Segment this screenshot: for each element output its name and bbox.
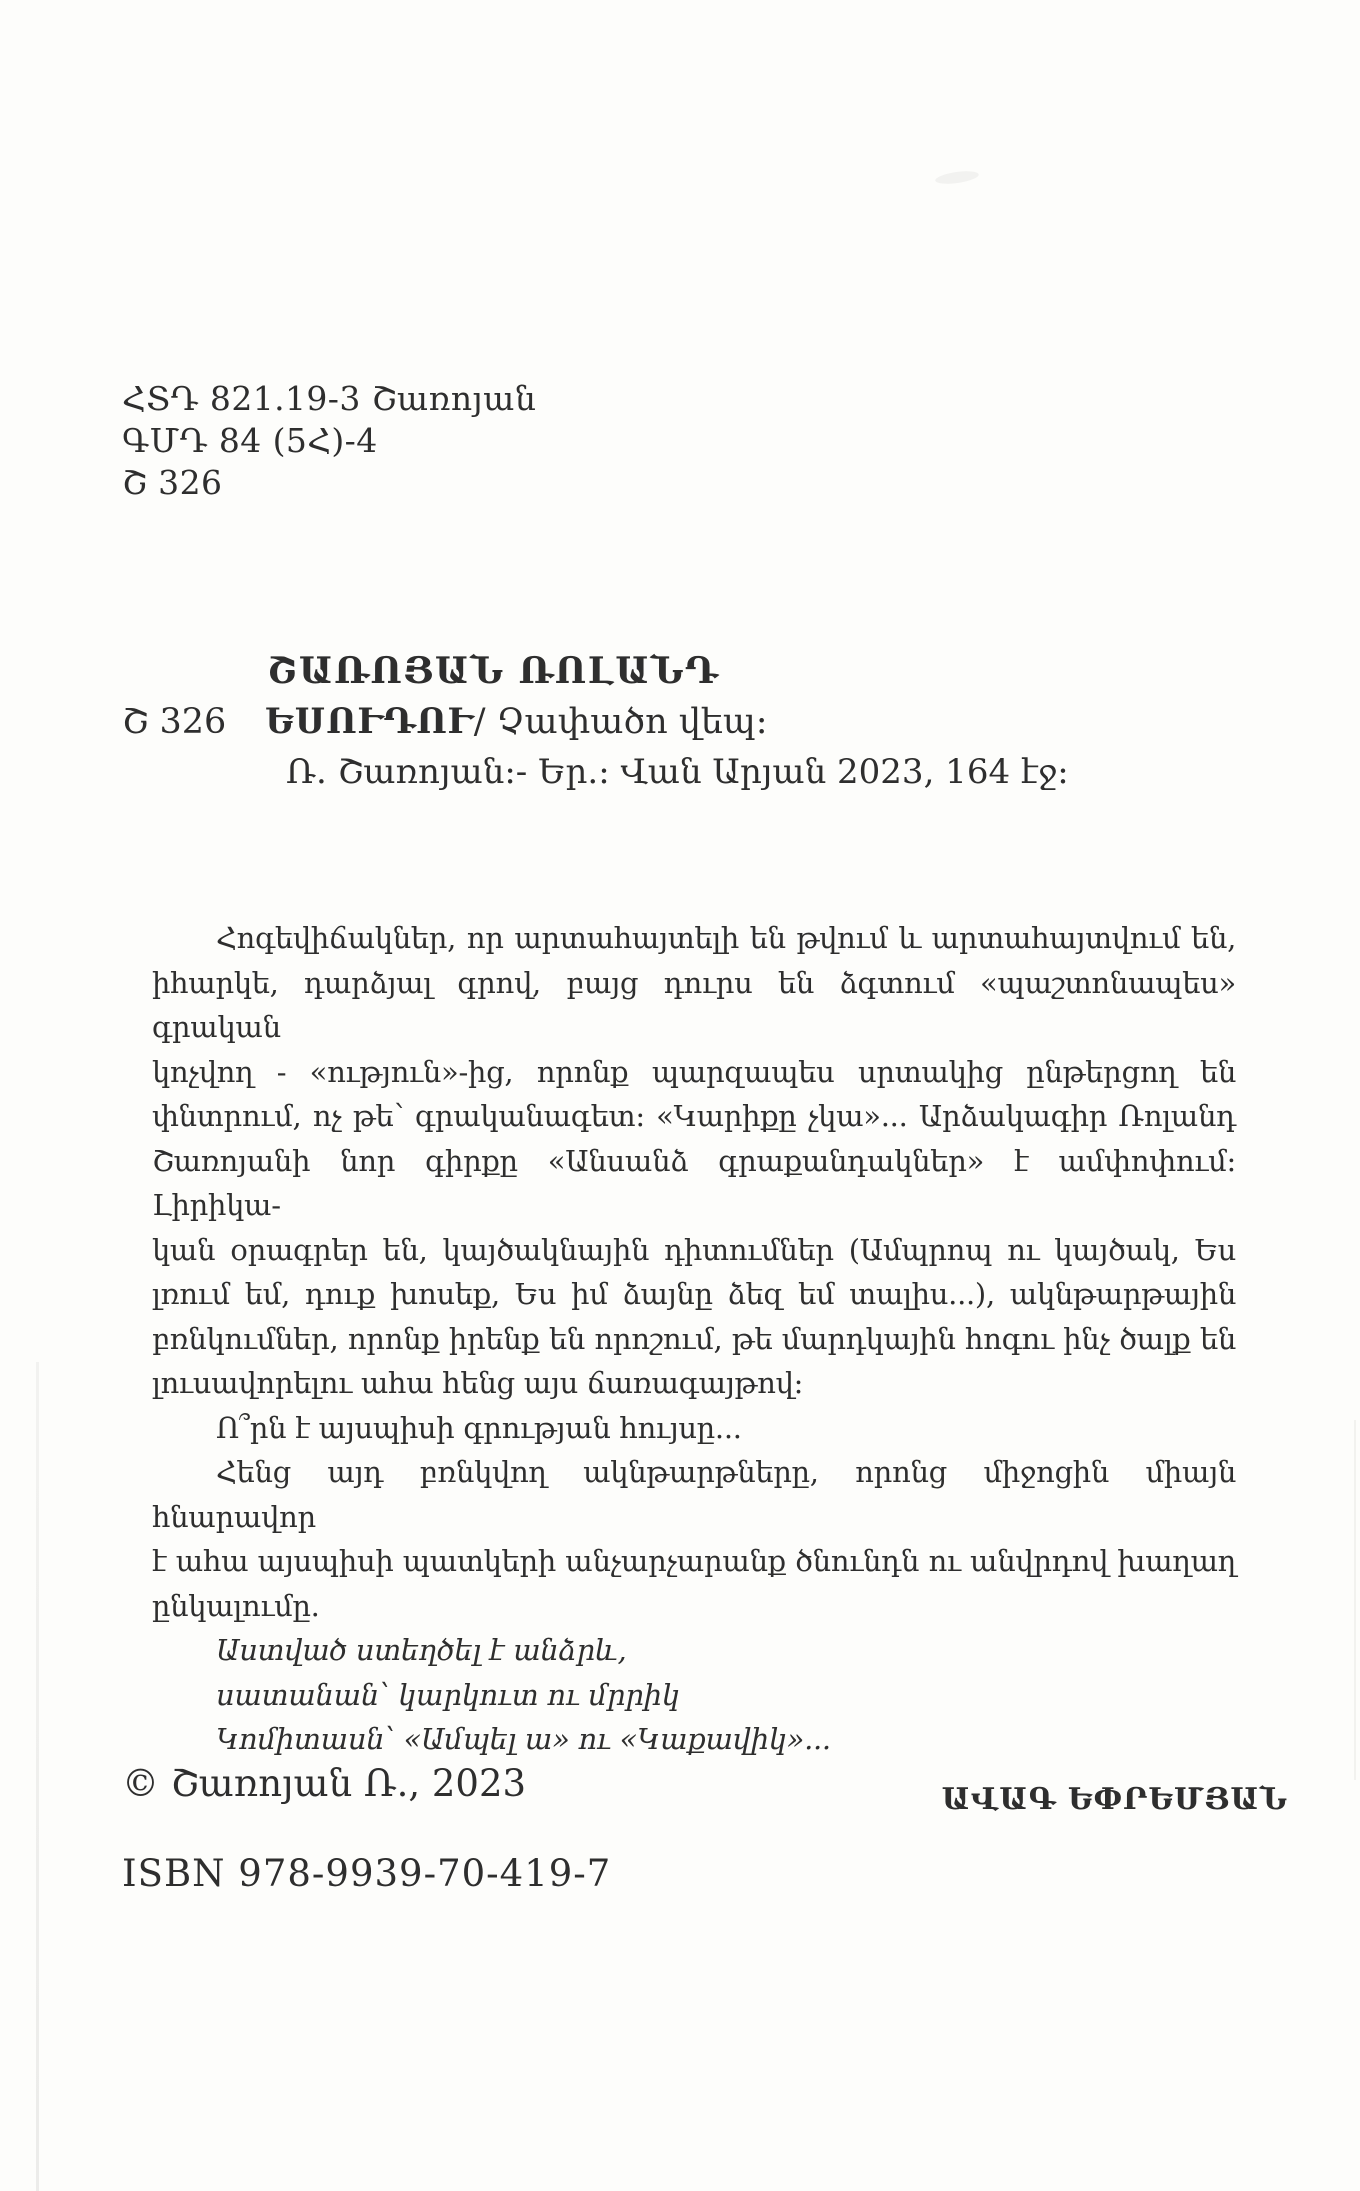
epigraph-line: սատանան՝ կարկուտ ու մրրիկ xyxy=(216,1677,680,1712)
epigraph-block xyxy=(216,1628,1236,1762)
annotation-question-line: Ո՞րն է այսպիսի գրության հույսը... xyxy=(216,1410,742,1445)
copyright-line: © Շառոյան Ռ., 2023 xyxy=(122,1762,527,1805)
bbk-code-line: ԳՄԴ 84 (5Հ)-4 xyxy=(122,421,378,460)
book-title: ԵՍՈՒԴՈՒ xyxy=(265,701,474,742)
udc-code-line: ՀՏԴ 821.19-3 Շառոյան xyxy=(122,379,537,418)
title-row xyxy=(122,701,768,742)
annotation-line: փնտրում, ոչ թե՝ գրականագետ: «Կարիքը չկա»... Արձակագիր Ռոլանդ xyxy=(152,1099,1236,1133)
annotation-line: բռնկումներ, որոնք իրենք են որոշում, թե մարդկային հոգու ինչ ծալք են xyxy=(152,1321,1236,1356)
annotation-block xyxy=(152,916,1288,1822)
annotation-line: Շառոյանի նոր գիրքը «Անսանձ գրաքանդակներ» է ամփոփում: Լիրիկա- xyxy=(152,1143,1236,1222)
catalog-index: Շ 326 xyxy=(122,702,227,742)
annotation-line: է ահա այսպիսի պատկերի անչարչարանք ծնունդն ու անվրդով խաղաղ xyxy=(152,1544,1236,1578)
book-subtitle: / Չափածո վեպ: xyxy=(473,702,768,742)
author-name: ՇԱՌՈՅԱՆ ՌՈԼԱՆԴ xyxy=(267,650,720,692)
annotation-line: իհարկե, դարձյալ գրով, բայց դուրս են ձգտում «պաշտոնապես» գրական xyxy=(152,965,1236,1044)
epigraph-line: Կոմիտասն՝ «Ամպել ա» ու «Կաքավիկ»... xyxy=(216,1722,831,1756)
annotation-line: Հենց այդ բռնկվող ակնթարթները, որոնց միջոցին միայն հնարավոր xyxy=(152,1455,1236,1534)
cataloging-block xyxy=(122,378,536,504)
annotation-line: Հոգեվիճակներ, որ արտահայտելի են թվում և արտահայտվում են, xyxy=(216,921,1236,955)
author-sign-line: Շ 326 xyxy=(122,463,223,502)
scan-edge-artifact-left xyxy=(36,1362,39,2191)
annotation-line: լռում եմ, դուք խոսեք, Ես իմ ձայնը ձեզ եմ տալիս...), ակնթարթային xyxy=(152,1277,1236,1311)
annotation-line: կան օրագրեր են, կայծակնային դիտումներ (Ամպրոպ ու կայծակ, Ես xyxy=(152,1232,1236,1267)
imprint-line: Ռ. Շառոյան:- Եր.: Վան Արյան 2023, 164 էջ: xyxy=(286,752,1069,792)
annotation-line: լուսավորելու ահա հենց այս ճառագայթով: xyxy=(152,1366,804,1400)
scan-smudge-artifact xyxy=(934,169,979,186)
epigraph-line: Աստված ստեղծել է անձրև, xyxy=(216,1633,627,1667)
annotation-line: ընկալումը. xyxy=(152,1588,320,1623)
reviewer-signature: ԱՎԱԳ ԵՓՐԵՄՅԱՆ xyxy=(941,1781,1288,1817)
scan-edge-artifact-right xyxy=(1354,1420,1356,1780)
annotation-line: կոչվող - «ություն»-ից, որոնք պարզապես սրտակից ընթերցող են xyxy=(152,1054,1236,1089)
isbn-line: ISBN 978-9939-70-419-7 xyxy=(122,1852,612,1895)
